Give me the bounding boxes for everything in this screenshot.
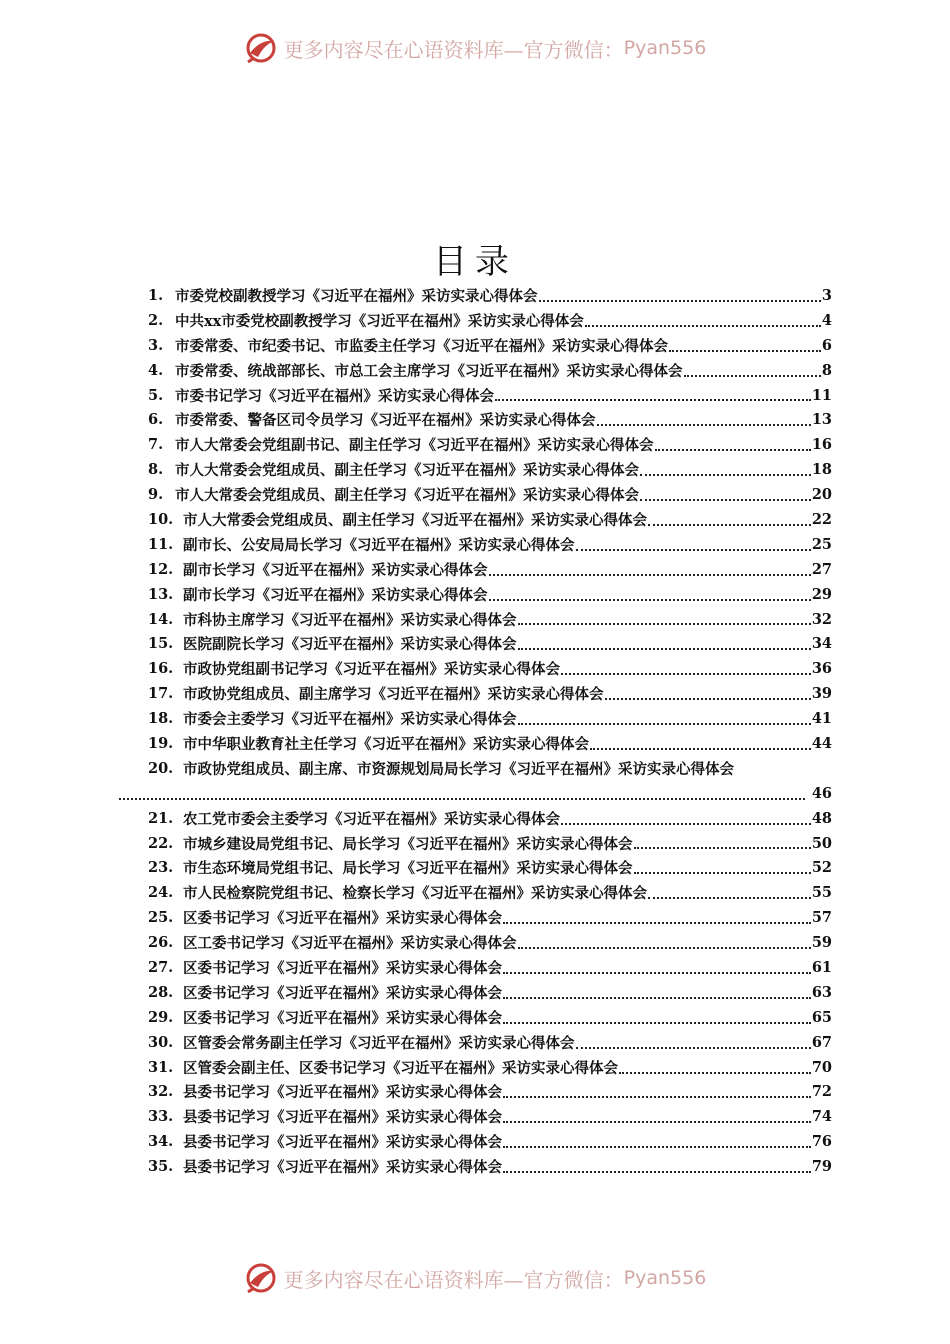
toc-title: 医院副院长学习《习近平在福州》采访实录心得体会 — [183, 636, 517, 654]
toc-page: 57 — [811, 909, 832, 927]
toc-page: 59 — [811, 934, 832, 952]
toc-entry[interactable] — [148, 482, 832, 507]
toc-number: 25. — [148, 909, 174, 927]
toc-entry[interactable] — [148, 855, 832, 880]
toc-number: 5. — [148, 386, 164, 404]
toc-page: 34 — [811, 635, 832, 653]
toc-number: 10. — [148, 510, 174, 528]
toc-page: 67 — [811, 1033, 832, 1051]
dot-leader — [495, 399, 811, 401]
toc-title: 中共xx市委党校副教授学习《习近平在福州》采访实录心得体会 — [175, 312, 584, 330]
dot-leader — [503, 1096, 811, 1098]
toc-title: 市人大常委会党组成员、副主任学习《习近平在福州》采访实录心得体会 — [175, 462, 639, 480]
toc-number: 21. — [148, 809, 174, 827]
toc-entry[interactable] — [148, 582, 832, 607]
toc-page: 18 — [811, 461, 832, 479]
toc-number: 18. — [148, 710, 174, 728]
dot-leader — [585, 325, 821, 327]
toc-title: 县委书记学习《习近平在福州》采访实录心得体会 — [183, 1134, 502, 1152]
watermark-id: Pyan556 — [623, 1267, 707, 1289]
toc-entry[interactable] — [148, 308, 832, 333]
toc-page: 74 — [811, 1108, 832, 1126]
toc-page: 32 — [811, 610, 832, 628]
toc-entry[interactable] — [148, 905, 832, 930]
toc-page: 61 — [811, 958, 832, 976]
toc-entry[interactable] — [148, 806, 832, 831]
table-of-contents — [148, 283, 832, 1179]
toc-number: 12. — [148, 560, 174, 578]
toc-title: 县委书记学习《习近平在福州》采访实录心得体会 — [183, 1109, 502, 1127]
toc-title: 区管委会副主任、区委书记学习《习近平在福州》采访实录心得体会 — [183, 1059, 618, 1077]
toc-number: 28. — [148, 983, 174, 1001]
dot-leader — [503, 997, 811, 999]
toc-title: 市中华职业教育社主任学习《习近平在福州》采访实录心得体会 — [183, 735, 589, 753]
toc-entry-continuation — [118, 781, 832, 806]
dot-leader — [648, 524, 811, 526]
toc-title: 县委书记学习《习近平在福州》采访实录心得体会 — [183, 1084, 502, 1102]
toc-entry[interactable] — [148, 731, 832, 756]
toc-number: 2. — [148, 311, 164, 329]
logo-icon — [244, 1261, 278, 1295]
toc-entry[interactable] — [148, 607, 832, 632]
dot-leader — [503, 1146, 811, 1148]
toc-page: 39 — [811, 685, 832, 703]
toc-title: 市城乡建设局党组书记、局长学习《习近平在福州》采访实录心得体会 — [183, 835, 633, 853]
dot-leader — [503, 1022, 811, 1024]
dot-leader — [561, 673, 811, 675]
toc-number: 26. — [148, 934, 174, 952]
dot-leader — [576, 549, 811, 551]
toc-number: 32. — [148, 1083, 174, 1101]
toc-page: 76 — [811, 1133, 832, 1151]
toc-title: 农工党市委会主委学习《习近平在福州》采访实录心得体会 — [183, 810, 560, 828]
toc-entry[interactable] — [148, 980, 832, 1005]
toc-title: 市人大常委会党组副书记、副主任学习《习近平在福州》采访实录心得体会 — [175, 437, 654, 455]
toc-page: 46 — [811, 784, 832, 802]
dot-leader — [503, 922, 811, 924]
toc-page: 36 — [811, 660, 832, 678]
toc-page: 41 — [811, 710, 832, 728]
toc-number: 16. — [148, 660, 174, 678]
toc-number: 13. — [148, 585, 174, 603]
toc-entry[interactable] — [148, 1005, 832, 1030]
dot-leader — [605, 698, 811, 700]
dot-leader — [669, 350, 821, 352]
dot-leader — [503, 972, 811, 974]
toc-page: 70 — [811, 1058, 832, 1076]
toc-page: 29 — [811, 585, 832, 603]
toc-page: 27 — [811, 560, 832, 578]
toc-entry[interactable] — [148, 432, 832, 457]
dot-leader — [655, 449, 811, 451]
toc-page: 63 — [811, 983, 832, 1001]
page-title: 目录 — [433, 242, 517, 282]
dot-leader — [597, 424, 811, 426]
toc-number: 14. — [148, 610, 174, 628]
dot-leader — [489, 599, 811, 601]
toc-page: 52 — [811, 859, 832, 877]
toc-title: 区委书记学习《习近平在福州》采访实录心得体会 — [183, 1009, 502, 1027]
toc-entry[interactable] — [148, 1129, 832, 1154]
toc-title: 市委常委、警备区司令员学习《习近平在福州》采访实录心得体会 — [175, 412, 596, 430]
toc-title: 区管委会常务副主任学习《习近平在福州》采访实录心得体会 — [183, 1034, 575, 1052]
header-watermark — [0, 28, 950, 68]
dot-leader — [648, 897, 811, 899]
dot-leader — [518, 947, 811, 949]
toc-title: 市人民检察院党组书记、检察长学习《习近平在福州》采访实录心得体会 — [183, 885, 647, 903]
toc-page: 11 — [811, 386, 832, 404]
toc-entry[interactable] — [148, 706, 832, 731]
toc-number: 17. — [148, 685, 174, 703]
toc-title: 区委书记学习《习近平在福州》采访实录心得体会 — [183, 984, 502, 1002]
toc-title: 市委常委、统战部部长、市总工会主席学习《习近平在福州》采访实录心得体会 — [175, 362, 683, 380]
toc-page: 20 — [811, 486, 832, 504]
toc-entry[interactable] — [148, 532, 832, 557]
dot-leader — [518, 648, 811, 650]
toc-number: 31. — [148, 1058, 174, 1076]
dot-leader — [503, 1171, 811, 1173]
toc-entry[interactable] — [148, 756, 832, 781]
toc-entry[interactable] — [148, 358, 832, 383]
toc-number: 19. — [148, 734, 174, 752]
dot-leader — [640, 499, 811, 501]
toc-page: 25 — [811, 535, 832, 553]
toc-number: 23. — [148, 859, 174, 877]
toc-page: 48 — [811, 809, 832, 827]
toc-number: 4. — [148, 361, 164, 379]
toc-number: 29. — [148, 1008, 174, 1026]
toc-page: 50 — [811, 834, 832, 852]
toc-entry[interactable] — [148, 681, 832, 706]
dot-leader — [590, 748, 811, 750]
toc-title: 市委党校副教授学习《习近平在福州》采访实录心得体会 — [175, 287, 538, 305]
toc-title: 副市长学习《习近平在福州》采访实录心得体会 — [183, 586, 488, 604]
footer-watermark — [0, 1258, 950, 1298]
toc-title: 市人大常委会党组成员、副主任学习《习近平在福州》采访实录心得体会 — [183, 511, 647, 529]
toc-number: 9. — [148, 486, 164, 504]
dot-leader — [634, 847, 811, 849]
toc-title: 市委会主委学习《习近平在福州》采访实录心得体会 — [183, 711, 517, 729]
toc-entry[interactable] — [148, 930, 832, 955]
toc-title: 市委书记学习《习近平在福州》采访实录心得体会 — [175, 387, 494, 405]
toc-number: 11. — [148, 535, 174, 553]
toc-entry[interactable] — [148, 955, 832, 980]
dot-leader — [119, 798, 805, 800]
dot-leader — [518, 723, 811, 725]
toc-page: 72 — [811, 1083, 832, 1101]
toc-page: 16 — [811, 436, 832, 454]
dot-leader — [576, 1047, 811, 1049]
toc-page: 65 — [811, 1008, 832, 1026]
toc-number: 27. — [148, 958, 174, 976]
toc-number: 35. — [148, 1158, 174, 1176]
toc-entry[interactable] — [148, 831, 832, 856]
toc-number: 15. — [148, 635, 174, 653]
toc-title: 市政协党组副书记学习《习近平在福州》采访实录心得体会 — [183, 661, 560, 679]
toc-title: 区委书记学习《习近平在福州》采访实录心得体会 — [183, 959, 502, 977]
toc-number: 3. — [148, 336, 164, 354]
watermark-text: 更多内容尽在心语资料库—官方微信： — [283, 1267, 624, 1292]
toc-number: 20. — [148, 759, 174, 777]
toc-number: 7. — [148, 436, 164, 454]
toc-number: 34. — [148, 1133, 174, 1151]
toc-page: 55 — [811, 884, 832, 902]
toc-entry[interactable] — [148, 631, 832, 656]
toc-number: 6. — [148, 411, 164, 429]
toc-page: 6 — [821, 336, 832, 354]
toc-title: 市政协党组成员、副主席学习《习近平在福州》采访实录心得体会 — [183, 686, 604, 704]
toc-title: 市生态环境局党组书记、局长学习《习近平在福州》采访实录心得体会 — [183, 860, 633, 878]
toc-entry[interactable] — [148, 333, 832, 358]
toc-page: 44 — [811, 734, 832, 752]
toc-page: 8 — [821, 361, 832, 379]
toc-page: 3 — [821, 286, 832, 304]
dot-leader — [518, 623, 811, 625]
toc-title: 市委常委、市纪委书记、市监委主任学习《习近平在福州》采访实录心得体会 — [175, 337, 668, 355]
toc-title: 副市长、公安局局长学习《习近平在福州》采访实录心得体会 — [183, 536, 575, 554]
toc-entry[interactable] — [148, 656, 832, 681]
toc-title: 市科协主席学习《习近平在福州》采访实录心得体会 — [183, 611, 517, 629]
dot-leader — [539, 300, 821, 302]
dot-leader — [684, 375, 821, 377]
dot-leader — [619, 1072, 811, 1074]
dot-leader — [503, 1121, 811, 1123]
toc-number: 1. — [148, 286, 164, 304]
toc-title: 区工委书记学习《习近平在福州》采访实录心得体会 — [183, 935, 517, 953]
toc-entry[interactable] — [148, 880, 832, 905]
toc-entry[interactable] — [148, 283, 832, 308]
dot-leader — [640, 474, 811, 476]
toc-page: 4 — [821, 311, 832, 329]
dot-leader — [561, 823, 811, 825]
dot-leader — [634, 872, 811, 874]
toc-number: 24. — [148, 884, 174, 902]
toc-entry[interactable] — [148, 383, 832, 408]
toc-entry[interactable] — [148, 457, 832, 482]
toc-number: 30. — [148, 1033, 174, 1051]
toc-number: 33. — [148, 1108, 174, 1126]
watermark-text: 更多内容尽在心语资料库—官方微信： — [283, 37, 624, 62]
dot-leader — [489, 574, 811, 576]
toc-entry[interactable] — [148, 407, 832, 432]
toc-title: 市人大常委会党组成员、副主任学习《习近平在福州》采访实录心得体会 — [175, 487, 639, 505]
toc-title: 副市长学习《习近平在福州》采访实录心得体会 — [183, 561, 488, 579]
toc-entry[interactable] — [148, 1055, 832, 1080]
toc-page: 22 — [811, 510, 832, 528]
toc-number: 8. — [148, 461, 164, 479]
toc-title: 区委书记学习《习近平在福州》采访实录心得体会 — [183, 910, 502, 928]
toc-title: 市政协党组成员、副主席、市资源规划局局长学习《习近平在福州》采访实录心得体会 — [183, 760, 734, 778]
toc-entry[interactable] — [148, 1080, 832, 1105]
toc-entry[interactable] — [148, 1104, 832, 1129]
toc-page: 13 — [811, 411, 832, 429]
toc-entry[interactable] — [148, 1030, 832, 1055]
toc-entry[interactable] — [148, 1154, 832, 1179]
toc-number: 22. — [148, 834, 174, 852]
toc-entry[interactable] — [148, 557, 832, 582]
logo-icon — [244, 31, 278, 65]
toc-entry[interactable] — [148, 507, 832, 532]
toc-page: 79 — [811, 1158, 832, 1176]
toc-title: 县委书记学习《习近平在福州》采访实录心得体会 — [183, 1159, 502, 1177]
watermark-id: Pyan556 — [623, 37, 707, 59]
